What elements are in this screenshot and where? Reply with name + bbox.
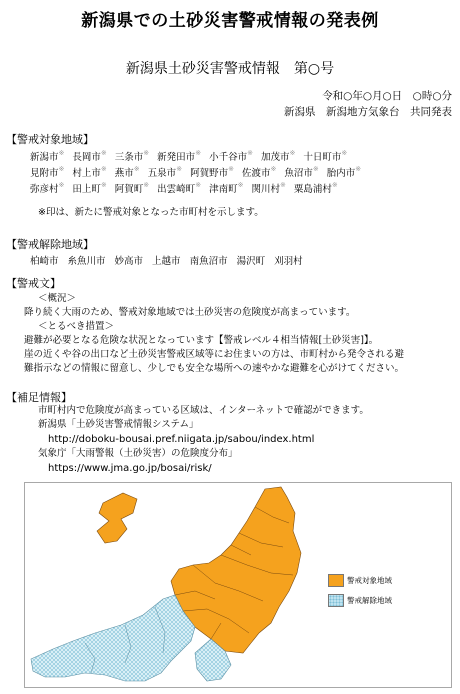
new-mark: ※	[195, 149, 202, 157]
system-2-name: 気象庁「大雨警報（土砂災害）の危険度分布」	[38, 448, 238, 459]
municipality-item: 村上市※	[72, 165, 107, 179]
measures-line-1: 避難が必要となる危険な状況となっています【警戒レベル４相当情報[土砂災害]】。	[24, 335, 379, 346]
municipality-item: 新潟市※	[30, 149, 65, 163]
release-municipality-item: 柏崎市	[30, 256, 59, 267]
municipality-item: 関川村※	[251, 181, 286, 195]
release-municipality-item: 糸魚川市	[67, 256, 106, 267]
municipality-item: 新発田市※	[157, 149, 202, 163]
warning-area-row	[30, 165, 369, 179]
municipality-item: 燕市※	[114, 165, 140, 179]
page-title: 新潟県での土砂災害警戒情報の発表例	[81, 11, 379, 31]
measures-label: ＜とるべき措置＞	[38, 321, 115, 332]
municipality-item: 加茂市※	[260, 149, 296, 163]
warning-area-heading: 【警戒対象地域】	[6, 133, 94, 146]
overview-label: ＜概況＞	[38, 293, 77, 304]
document-title: 新潟県土砂災害警戒情報 第○号	[125, 61, 335, 77]
new-mark: ※	[331, 181, 338, 189]
new-mark: ※	[279, 181, 286, 189]
supplement-heading: 【補足情報】	[6, 391, 72, 404]
municipality-item: 津南町※	[209, 181, 244, 195]
new-mark: ※	[100, 165, 107, 173]
release-area-shape	[31, 595, 195, 681]
municipality-item: 粟島浦村※	[293, 181, 338, 195]
new-mark: ※	[237, 181, 244, 189]
new-mark: ※	[58, 149, 65, 157]
new-mark: ※	[270, 165, 277, 173]
system-1-link[interactable]: http://doboku-bousai.pref.niigata.jp/sabou/index.html	[48, 434, 315, 445]
municipality-item: 出雲崎町※	[157, 181, 202, 195]
new-mark: ※	[228, 165, 234, 173]
issue-date: 令和○年○月○日 ○時○分	[322, 90, 452, 102]
municipality-item: 三条市※	[114, 149, 150, 163]
release-municipality-item: 湯沢町	[236, 256, 266, 267]
new-mark: ※	[195, 181, 202, 189]
statement-heading: 【警戒文】	[6, 277, 61, 290]
legend-swatch-warning	[328, 574, 344, 587]
prefecture-map	[24, 482, 452, 688]
release-municipality-item: 刈羽村	[274, 256, 303, 267]
new-mark: ※	[312, 165, 319, 173]
release-municipality-item: 南魚沼市	[189, 256, 228, 267]
legend-label-release: 警戒解除地域	[347, 596, 392, 605]
municipality-item: 阿賀町※	[114, 181, 150, 195]
system-1-name: 新潟県「土砂災害警戒情報システム」	[38, 419, 199, 430]
new-mark: ※	[133, 165, 140, 173]
new-mark: ※	[58, 165, 65, 173]
warning-area-row	[30, 181, 346, 195]
sado-island	[97, 493, 137, 543]
municipality-item: 田上町※	[72, 181, 107, 195]
release-municipality-item: 上越市	[152, 256, 181, 267]
release-area-heading: 【警戒解除地域】	[6, 238, 94, 251]
municipality-item: 弥彦村※	[30, 181, 65, 195]
municipality-item: 長岡市※	[72, 149, 107, 163]
new-mark: ※	[247, 149, 253, 157]
new-mark: ※	[341, 149, 348, 157]
municipality-item: 五泉市※	[147, 165, 183, 179]
release-area-list	[30, 253, 312, 267]
municipality-item: 魚沼市※	[284, 165, 319, 179]
supplement-intro: 市町村内で危険度が高まっている区域は、インターネットで確認ができます。	[38, 405, 369, 416]
legend-label-warning: 警戒対象地域	[347, 576, 392, 585]
release-municipality-item: 妙高市	[114, 256, 144, 267]
municipality-item: 阿賀野市※	[190, 165, 234, 179]
overview-text: 降り続く大雨のため、警戒対象地域では土砂災害の危険度が高まっています。	[24, 307, 356, 318]
new-mark-note: ※印は、新たに警戒対象となった市町村を示します。	[38, 207, 264, 218]
municipality-item: 見附市※	[30, 165, 65, 179]
measures-line-2: 崖の近くや谷の出口など土砂災害警戒区域等にお住まいの方は、市町村から発令される避	[24, 349, 405, 360]
new-mark: ※	[100, 181, 107, 189]
new-mark: ※	[58, 181, 65, 189]
new-mark: ※	[143, 181, 150, 189]
municipality-item: 小千谷市※	[209, 149, 253, 163]
new-mark: ※	[143, 149, 150, 157]
legend-swatch-release	[328, 594, 344, 607]
municipality-item: 胎内市※	[326, 165, 362, 179]
municipality-item: 佐渡市※	[241, 165, 277, 179]
new-mark: ※	[176, 165, 183, 173]
warning-area-row	[30, 149, 355, 163]
municipality-item: 十日町市※	[303, 149, 348, 163]
issuer: 新潟県 新潟地方気象台 共同発表	[284, 106, 452, 118]
new-mark: ※	[100, 149, 107, 157]
system-2-link[interactable]: https://www.jma.go.jp/bosai/risk/	[48, 463, 212, 474]
measures-line-3: 難指示などの情報に留意し、少しでも安全な場所への速やかな避難を心がけてください。	[24, 363, 405, 374]
new-mark: ※	[355, 165, 362, 173]
new-mark: ※	[289, 149, 296, 157]
